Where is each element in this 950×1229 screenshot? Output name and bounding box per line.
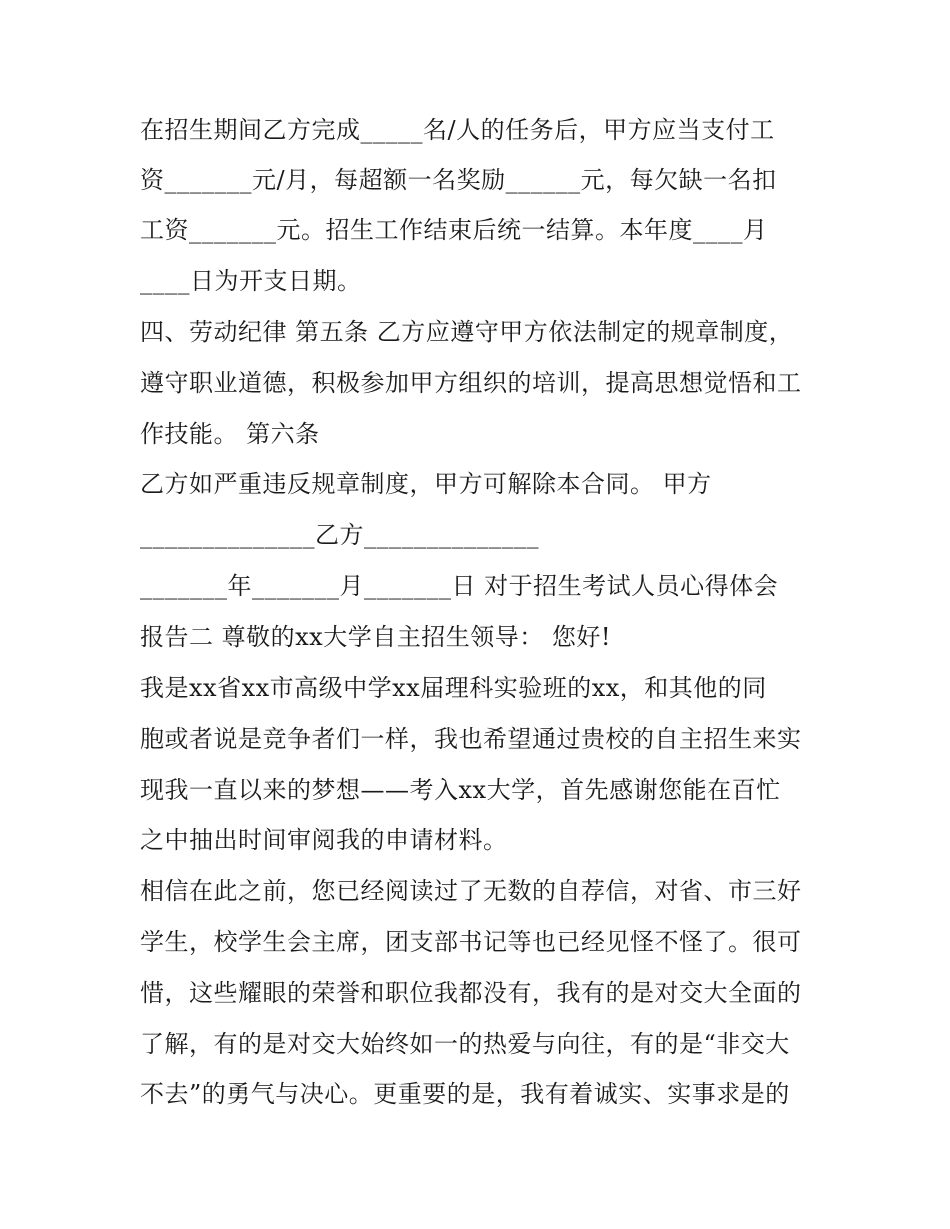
text-line: 了解，有的是对交大始终如一的热爱与向往，有的是“非交大 <box>140 1030 790 1058</box>
text-line: 我是xx省xx市高级中学xx届理科实验班的xx，和其他的同 <box>140 674 767 702</box>
text-line: 惜，这些耀眼的荣誉和职位我都没有，我有的是对交大全面的 <box>140 979 802 1007</box>
text-line: 学生，校学生会主席，团支部书记等也已经见怪不怪了。很可 <box>140 928 802 956</box>
text-line: 四、劳动纪律 第五条 乙方应遵守甲方依法制定的规章制度， <box>140 318 794 346</box>
text-line: 现我一直以来的梦想——考入xx大学，首先感谢您能在百忙 <box>140 776 781 804</box>
signature-line: ______________乙方______________ <box>140 521 539 549</box>
text-line: 在招生期间乙方完成_____名/人的任务后，甲方应当支付工 <box>140 116 775 144</box>
text-line: 作技能。 第六条 <box>140 420 320 448</box>
text-line: 不去”的勇气与决心。更重要的是，我有着诚实、实事求是的 <box>140 1080 790 1108</box>
text-line: 胞或者说是竞争者们一样，我也希望通过贵校的自主招生来实 <box>140 725 802 753</box>
text-line: ____日为开支日期。 <box>140 267 362 295</box>
date-line: _______年_______月_______日 对于招生考试人员心得体会 <box>140 572 779 600</box>
text-line: 乙方如严重违反规章制度，甲方可解除本合同。 甲方 <box>140 470 712 498</box>
text-line: 相信在此之前，您已经阅读过了无数的自荐信，对省、市三好 <box>140 877 802 905</box>
text-line: 报告二 尊敬的xx大学自主招生领导： 您好! <box>140 623 611 651</box>
text-line: 之中抽出时间审阅我的申请材料。 <box>140 826 508 854</box>
text-line: 遵守职业道德，积极参加甲方组织的培训，提高思想觉悟和工 <box>140 369 802 397</box>
text-line: 资_______元/月，每超额一名奖励______元，每欠缺一名扣 <box>140 166 777 194</box>
text-line: 工资_______元。招生工作结束后统一结算。本年度____月 <box>140 216 768 244</box>
